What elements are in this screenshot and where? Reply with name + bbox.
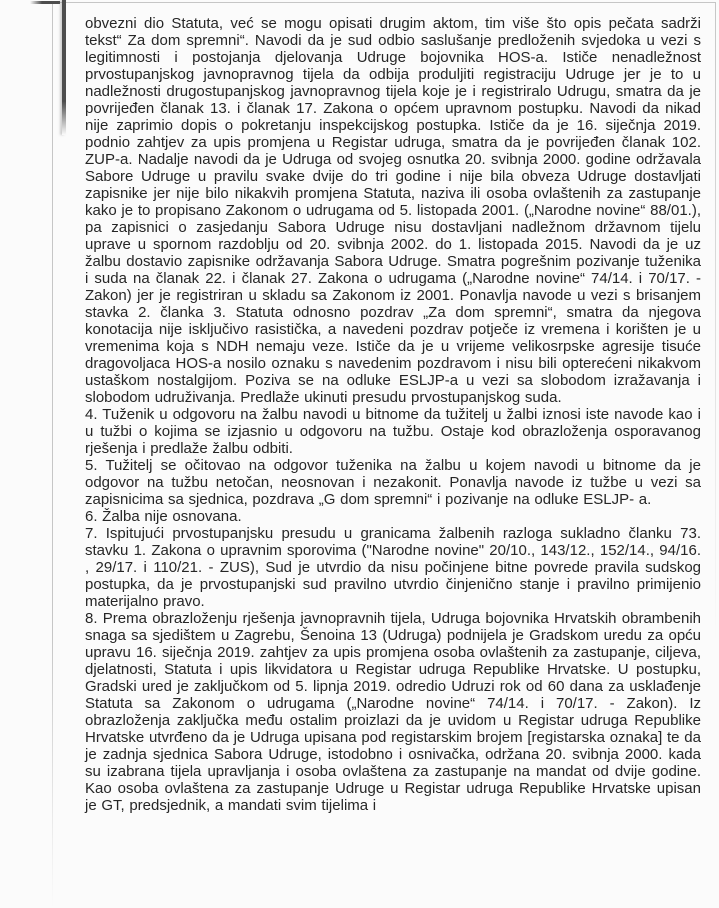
page-border-right [715,2,716,642]
document-text-block [85,15,701,814]
paragraph-5-plaintiff-statement: 5. Tužitelj se očitovao na odgovor tuženika na žalbu u kojem navodi u bitnome da je odgovor na tužbu netočan, neosnovan i nezakonit. Ponavlja navode iz tužbe u vezi sa zapisnicima sa sjednica, pozdrava „G dom spremni“ i pozivanje na odluke ESLJP- a. [85,457,701,508]
scan-artifact-top-bar [30,1,60,4]
paragraph-7-court-review: 7. Ispitujući prvostupanjsku presudu u granicama žalbenih razloga sukladno članku 73. stavku 1. Zakona o upravnim sporovima ("Narodne novine" 20/10., 143/12., 152/14., 94/16. , 29/17. i 110/21. - ZUS), Sud je utvrdio da nisu počinjene bitne povrede pravila sudskog postupka, da je prvostupanjski sud pravilno utvrdio činjenično stanje i pravilno primijenio materijalno pravo. [85,525,701,610]
page-border-left [52,2,53,908]
paragraph-4-defendant-response: 4. Tuženik u odgovoru na žalbu navodi u bitnome da tužitelj u žalbi iznosi iste navode kao i u tužbi o kojima se izjasnio u odgovoru na tužbu. Ostaje kod obrazloženja osporavanog rješenja i predlaže žalbu odbiti. [85,406,701,457]
page-border-top [52,2,716,3]
paragraph-8-case-background: 8. Prema obrazloženju rješenja javnopravnih tijela, Udruga bojovnika Hrvatskih obrambenih snaga sa sjedištem u Zagrebu, Šenoina 13 (Udruga) podnijela je Gradskom uredu za opću upravu 16. siječnja 2019. zahtjev za upis promjena osoba ovlaštenih za zastupanje, ciljeva, djelatnosti, Statuta i upis likvidatora u Registar udruga Republike Hrvatske. U postupku, Gradski ured je zaključkom od 5. lipnja 2019. odredio Udruzi rok od 60 dana za usklađenje Statuta sa Zakonom o udrugama („Narodne novine“ 74/14. i 70/17. - Zakon). Iz obrazloženja zaključka među ostalim proizlazi da je uvidom u Registar udruga Republike Hrvatske utvrđeno da je Udruga upisana pod registarskim brojem [registarska oznaka] te da je zadnja sjednica Sabora Udruge, istodobno i osnivačka, održana 20. svibnja 2000. kada su izabrana tijela upravljanja i osoba ovlaštena za zastupanje na mandat od dvije godine. Kao osoba ovlaštena za zastupanje Udruge u Registar udruga Republike Hrvatske upisan je GT, predsjednik, a mandati svim tijelima i [85,610,701,814]
paragraph-appeal-grounds: obvezni dio Statuta, već se mogu opisati drugim aktom, tim više što opis pečata sadrži tekst“ Za dom spremni“. Navodi da je sud odbio saslušanje predloženih svjedoka u vezi s legitimnosti i postojanja djelovanja Udruge bojovnika HOS-a. Ističe nenadležnost prvostupanjskog javnopravnog tijela da odbija produljiti registraciju Udruge jer je to u nadležnosti drugostupanjskog javnopravnog tijela koje je i registriralo Udrugu, smatra da je povrijeđen članak 13. i članak 17. Zakona o općem upravnom postupku. Navodi da nikad nije zaprimio dopis o pokretanju inspekcijskog postupka. Ističe da je 16. siječnja 2019. podnio zahtjev za upis promjena u Registar udruga, smatra da je povrijeđen članak 102. ZUP-a. Nadalje navodi da je Udruga od svojeg osnutka 20. svibnja 2000. godine održavala Sabore Udruge u pravilu svake dvije do tri godine i nije bila obveza Udruge dostavljati zapisnike jer nije bilo nikakvih promjena Statuta, naziva ili osoba ovlaštenih za zastupanje kako je to propisano Zakonom o udrugama od 5. listopada 2001. („Narodne novine“ 88/01.), pa zapisnici o zasjedanju Sabora Udruge nisu dostavljani nadležnom državnom tijelu uprave u spornom razdoblju od 20. svibnja 2002. do 1. listopada 2015. Navodi da je uz žalbu dostavio zapisnike održavanja Sabora Udruge. Smatra pogrešnim pozivanje tuženika i suda na članak 22. i članak 27. Zakona o udrugama („Narodne novine“ 74/14. i 70/17. -Zakon) jer je registriran u skladu sa Zakonom iz 2001. Ponavlja navode u vezi s brisanjem stavka 2. članka 3. Statuta odnosno pozdrav „Za dom spremni“, smatra da njegova konotacija nije isključivo rasistička, a navedeni pozdrav potječe iz vremena i korišten je u vremenima koja s NDH nemaju veze. Ističe da je u vrijeme velikosrpske agresije tisuće dragovoljaca HOS-a nosilo oznaku s navedenim pozdravom i nisu bili opterećeni nikakvom ustaškom nostalgijom. Poziva se na odluke ESLJP-a u vezi sa slobodom izražavanja i slobodom udruživanja. Predlaže ukinuti presudu prvostupanjskog suda. [85,15,701,406]
paragraph-6-appeal-unfounded: 6. Žalba nije osnovana. [85,508,242,525]
scan-artifact-vertical-line [62,0,66,135]
